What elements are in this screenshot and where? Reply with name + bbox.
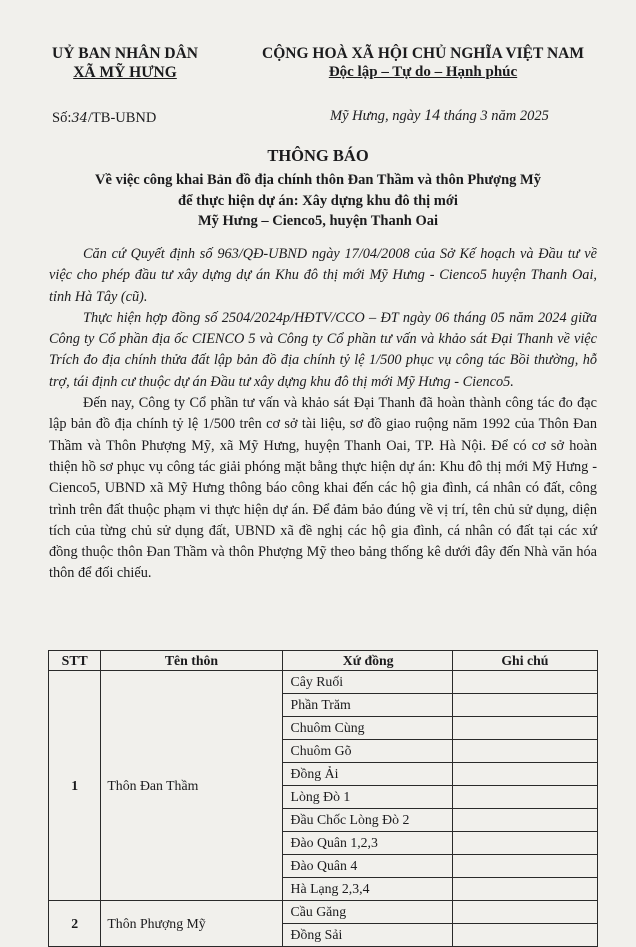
field-cell: Đầu Chốc Lòng Đò 2 (282, 809, 452, 832)
field-cell: Chuôm Cùng (282, 717, 452, 740)
document-body (49, 244, 597, 585)
row-village: Thôn Đan Thầm (101, 671, 282, 901)
paragraph-contract: Thực hiện hợp đồng số 2504/2024p/HĐTV/CCO – ĐT ngày 06 tháng 05 năm 2024 giữa Công ty Cổ phần địa ốc CIENCO 5 và Công ty Cổ phần tư vấn và khảo sát Đại Thanh về việc Trích đo địa chính thửa đất lập bản đồ địa chính tỷ lệ 1/500 phục vụ công tác Bồi thường, hỗ trợ, tái định cư thuộc dự án Đầu tư xây dựng khu đô thị mới Mỹ Hưng - Cienco5. (49, 309, 597, 390)
document-number: Số:34/TB-UBND (52, 110, 157, 126)
header-note: Ghi chú (452, 651, 597, 671)
national-header (226, 44, 620, 82)
row-stt: 2 (49, 901, 101, 947)
handwritten-day: 14 (424, 107, 441, 124)
note-cell (452, 855, 597, 878)
note-cell (452, 717, 597, 740)
note-cell (452, 809, 597, 832)
field-list-table (48, 650, 598, 947)
row-stt: 1 (49, 671, 101, 901)
field-cell: Hà Lạng 2,3,4 (282, 878, 452, 901)
note-cell (452, 671, 597, 694)
paragraph-announcement: Đến nay, Công ty Cổ phần tư vấn và khảo sát Đại Thanh đã hoàn thành công tác đo đạc lập bản đồ địa chính tỷ lệ 1/500 trên cơ sở tài liệu, sơ đồ giao ruộng năm 1992 của Thôn Đan Thầm và Thôn Phượng Mỹ, xã Mỹ Hưng, huyện Thanh Oai, TP. Hà Nội. Để có cơ sở hoàn thiện hồ sơ phục vụ công tác giải phóng mặt bằng thực hiện dự án: Khu đô thị mới Mỹ Hưng - Cienco5, UBND xã Mỹ Hưng thông báo công khai đến các hộ gia đình, cá nhân có đất, công trình trên đất thuộc phạm vi thực hiện dự án. Để đảm bảo đúng về vị trí, tên chủ sử dụng, diện tích của từng chủ sử dụng đất, UBND xã đề nghị các hộ gia đình, cá nhân có đất tại các xứ đồng thuộc thôn Đan Thầm và thôn Phượng Mỹ theo bảng thống kê dưới đây đến Nhà văn hóa thôn để đối chiếu. (49, 395, 597, 582)
document-title: THÔNG BÁO (267, 146, 369, 165)
note-cell (452, 878, 597, 901)
field-cell: Đồng Sải (282, 924, 452, 947)
header-village: Tên thôn (101, 651, 282, 671)
note-cell (452, 763, 597, 786)
document-date: Mỹ Hưng, ngày 14 tháng 3 năm 2025 (330, 107, 549, 124)
note-cell (452, 832, 597, 855)
month-value: 3 (480, 108, 488, 124)
field-cell: Đào Quân 1,2,3 (282, 832, 452, 855)
handwritten-number: 34 (71, 111, 88, 126)
field-cell: Lòng Đò 1 (282, 786, 452, 809)
field-cell: Cây Ruối (282, 671, 452, 694)
issuer-line1: UỶ BAN NHÂN DÂN (52, 45, 198, 62)
table-row (49, 671, 598, 694)
note-cell (452, 901, 597, 924)
note-cell (452, 924, 597, 947)
issuer-line2: XÃ MỸ HƯNG (73, 64, 177, 81)
table-row (49, 901, 598, 924)
row-village: Thôn Phượng Mỹ (101, 901, 282, 947)
header-stt: STT (49, 651, 101, 671)
field-cell: Đào Quân 4 (282, 855, 452, 878)
header-field: Xứ đồng (282, 651, 452, 671)
national-title: CỘNG HOÀ XÃ HỘI CHỦ NGHĨA VIỆT NAM (262, 45, 584, 62)
issuer-header (30, 44, 220, 82)
paragraph-legal-basis: Căn cứ Quyết định số 963/QĐ-UBND ngày 17/04/2008 của Sở Kế hoạch và Đầu tư về việc cho phép đầu tư xây dựng dự án Khu đô thị mới Mỹ Hưng - Cienco5 huyện Thanh Oai, tỉnh Hà Tây (cũ). (49, 246, 597, 305)
note-cell (452, 786, 597, 809)
table-header-row (49, 651, 598, 671)
document-subtitle: Về việc công khai Bản đồ địa chính thôn Đan Thầm và thôn Phượng Mỹ để thực hiện dự án: Xây dựng khu đô thị mới Mỹ Hưng – Cienco5, huyện Thanh Oai (95, 172, 541, 229)
note-cell (452, 694, 597, 717)
national-motto: Độc lập – Tự do – Hạnh phúc (328, 64, 518, 80)
field-cell: Cầu Găng (282, 901, 452, 924)
field-cell: Đồng Ải (282, 763, 452, 786)
note-cell (452, 740, 597, 763)
field-cell: Phần Trăm (282, 694, 452, 717)
field-cell: Chuôm Gõ (282, 740, 452, 763)
